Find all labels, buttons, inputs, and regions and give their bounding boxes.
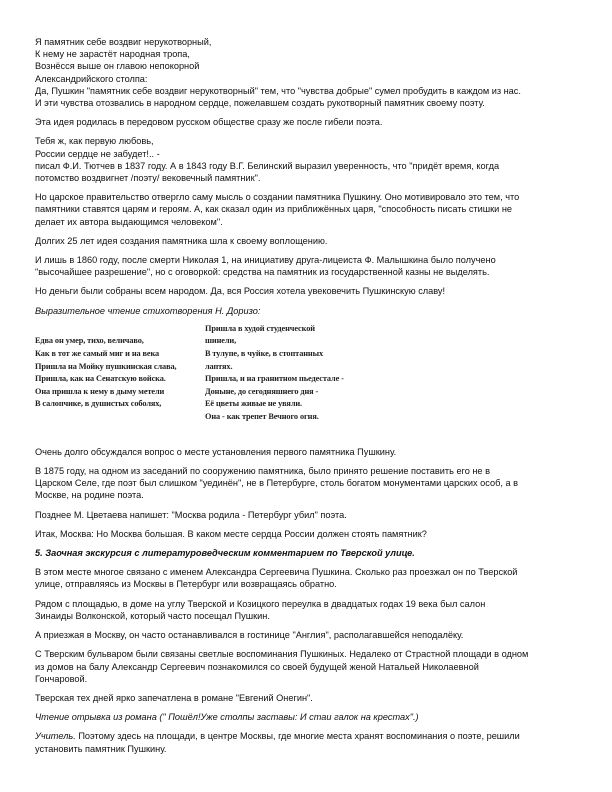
- poem-line: Она - как трепет Вечного огня.: [205, 412, 319, 422]
- paragraph-line: С Тверским бульваром были связаны светлые воспоминания Пушкиных. Недалеко от Страстной площади в одном: [35, 649, 529, 660]
- poem-line: Я памятник себе воздвиг нерукотворный,: [35, 37, 212, 47]
- poem-line: Пришла на Мойку пушкинская слава,: [35, 361, 177, 371]
- paragraph-government: [35, 191, 583, 228]
- paragraph-line: Итак, Москва: Но Москва большая. В каком месте сердца России должен стоять памятник?: [35, 528, 427, 539]
- paragraph-25-years: [35, 235, 583, 247]
- heading-line: 5. Заочная экскурсия с литературоведческим комментарием по Тверской улице.: [35, 548, 415, 559]
- paragraph-dorizo-intro: [35, 305, 583, 317]
- paragraph-line: В этом месте многое связано с именем Александра Сергеевича Пушкина. Сколько раз проезжал он по Тверской: [35, 567, 518, 578]
- paragraph-line: Москве, на родине поэта.: [35, 490, 144, 501]
- document-page: [35, 36, 583, 762]
- paragraph-line: Тверская тех дней ярко запечатлена в романе "Евгений Онегин".: [35, 692, 313, 703]
- paragraph-1875: [35, 465, 583, 502]
- poem-line: Пришла, и на гранитном пьедестале -: [205, 374, 344, 384]
- dorizo-poem: [35, 323, 583, 440]
- teacher-label: Учитель.: [35, 731, 76, 742]
- paragraph-line: из домов на балу Александр Сергеевич познакомился со своей будущей женой Натальей Николаевной: [35, 661, 479, 672]
- paragraph-tverskaya: [35, 566, 583, 590]
- paragraph-line: Тебя ж, как первую любовь,: [35, 136, 154, 147]
- paragraph-line: потомство воздвигнет /поэту/ вековечный памятник".: [35, 173, 261, 184]
- teacher-text: Поэтому здесь на площади, в центре Москвы, где многие места хранят воспоминания о поэте, решили: [75, 731, 520, 742]
- poem-line: В тулупе, в чуйке, в стоптанных: [205, 349, 324, 359]
- paragraph-moscow: [35, 528, 583, 540]
- paragraph-line: А приезжая в Москву, он часто останавливался в гостинице "Англия", располагавшейся неподалёку.: [35, 630, 464, 641]
- poem-line: Как в тот же самый миг и на века: [35, 349, 160, 359]
- paragraph-line: Эта идея родилась в передовом русском обществе сразу же после гибели поэта.: [35, 117, 383, 128]
- paragraph-money: [35, 285, 583, 297]
- paragraph-onegin: [35, 692, 583, 704]
- paragraph-line: памятники ставятся царям и героям. А, как сказал один из приближённых царя, "способность писать стишки не: [35, 204, 513, 215]
- poem-line: Пришла в худой студенческой: [205, 323, 315, 333]
- poem-line: Её цветы живые не увяли.: [205, 399, 303, 409]
- paragraph-tyutchev: [35, 135, 583, 184]
- paragraph-hotel: [35, 629, 583, 641]
- paragraph-line: Очень долго обсуждался вопрос о месте установления первого памятника Пушкину.: [35, 446, 397, 457]
- paragraph-line: Но царское правительство отвергло саму мысль о создании памятника Пушкину. Оно мотивировало это тем, что: [35, 192, 520, 203]
- paragraph-line: Выразительное чтение стихотворения Н. Доризо:: [35, 305, 261, 316]
- paragraph-volkonskaya: [35, 598, 583, 622]
- paragraph-line: установить памятник Пушкину.: [35, 743, 167, 754]
- poem-line: Едва он умер, тихо, величаво,: [35, 336, 144, 346]
- poem-line: лаптях.: [205, 361, 233, 371]
- paragraph-tsvetaeva: [35, 509, 583, 521]
- paragraph-line: России сердце не забудет!.. -: [35, 148, 160, 159]
- paragraph-1860: [35, 254, 583, 278]
- paragraph-line: Рядом с площадью, в доме на углу Тверской и Козицкого переулка в двадцатых годах 19 века был салон: [35, 598, 486, 609]
- poem-line: Доныне, до сегодняшнего дня -: [205, 386, 319, 396]
- paragraph-line: Но деньги были собраны всем народом. Да, вся Россия хотела увековечить Пушкинскую славу!: [35, 286, 446, 297]
- paragraph-idea: [35, 116, 583, 128]
- paragraph-line: Да, Пушкин "памятник себе воздвиг нерукотворный" тем, что "чувства добрые" сумел пробудить в каждом из нас.: [35, 85, 521, 96]
- poem-line: Вознёсся выше он главою непокорной: [35, 61, 200, 72]
- intro-poem: [35, 36, 583, 109]
- dorizo-poem-right-column: [205, 323, 375, 424]
- section-heading: [35, 547, 583, 559]
- poem-line: шинели,: [205, 336, 237, 346]
- poem-line: К нему не зарастёт народная тропа,: [35, 49, 190, 60]
- paragraph-reading: [35, 711, 583, 723]
- poem-line: Александрийского столпа:: [35, 73, 148, 84]
- paragraph-line: делает их автора выдающимся человеком".: [35, 216, 223, 227]
- paragraph-location-question: [35, 446, 583, 458]
- paragraph-teacher: [35, 730, 583, 754]
- dorizo-poem-left-column: [35, 335, 205, 411]
- paragraph-line: И лишь в 1860 году, после смерти Николая 1, на инициативу друга-лицеиста Ф. Малышкина было получено: [35, 255, 496, 266]
- paragraph-line: И эти чувства отозвались в народном сердце, пожелавшем создать рукотворный памятник своему поэту.: [35, 98, 485, 109]
- poem-line: В салопчике, в душистых соболях,: [35, 399, 162, 409]
- poem-line: Она пришла к нему в дыму метели: [35, 386, 165, 396]
- poem-line: Пришла, как на Сенатскую войска.: [35, 374, 166, 384]
- paragraph-line: писал Ф.И. Тютчев в 1837 году. А в 1843 году В.Г. Белинский выразил уверенность, что "придёт время, когда: [35, 160, 500, 171]
- paragraph-line: Гончаровой.: [35, 673, 88, 684]
- paragraph-line: "высочайшее разрешение", но с оговоркой: средства на памятник из государственной казны не выделять.: [35, 267, 490, 278]
- paragraph-boulevard: [35, 648, 583, 685]
- paragraph-line: Зинаиды Волконской, который часто посещал Пушкин.: [35, 610, 270, 621]
- paragraph-line: [35, 730, 583, 742]
- paragraph-line: Чтение отрывка из романа (" Пошёл!Уже столпы заставы: И стаи галок на крестах".): [35, 712, 419, 723]
- paragraph-line: Позднее М. Цветаева напишет: "Москва родила - Петербург убил" поэта.: [35, 509, 347, 520]
- paragraph-line: Долгих 25 лет идея создания памятника шла к своему воплощению.: [35, 235, 328, 246]
- paragraph-line: В 1875 году, на одном из заседаний по сооружению памятника, было принято решение поставить его не в: [35, 466, 490, 477]
- paragraph-line: Царском Селе, где поэт был слишком "уединён", не в Петербурге, столь богатом монументами царских особ, а в: [35, 478, 518, 489]
- paragraph-line: улице, отправляясь из Москвы в Петербург или возвращаясь обратно.: [35, 579, 337, 590]
